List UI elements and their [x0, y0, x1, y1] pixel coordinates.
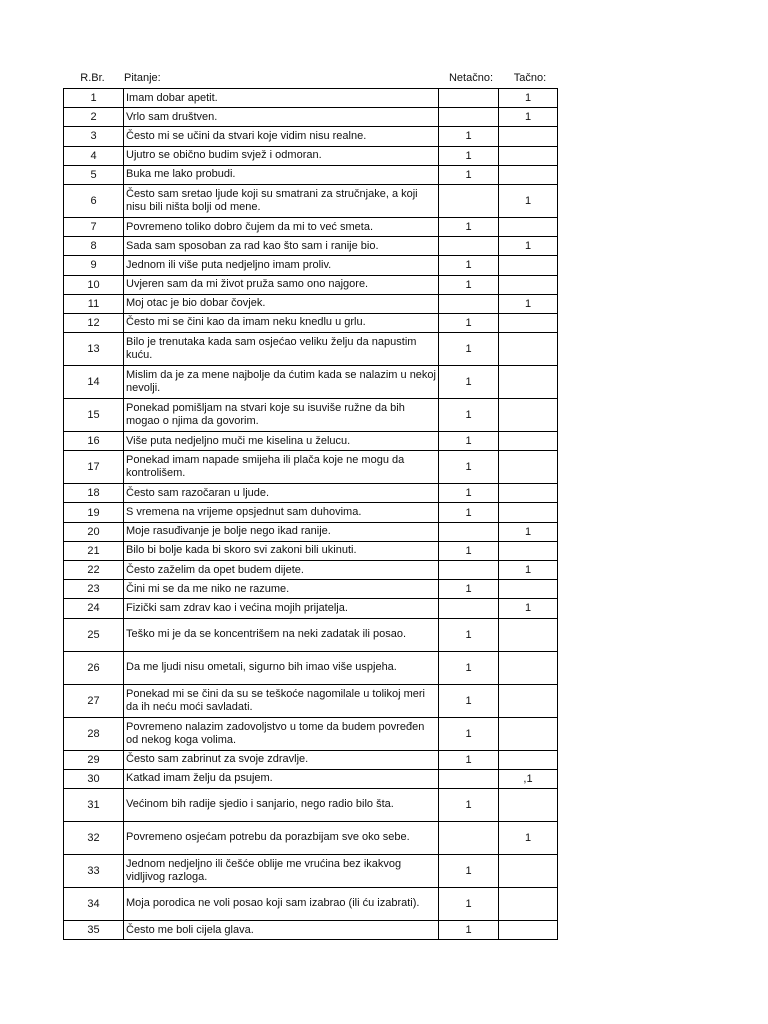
questions-table-body	[64, 89, 558, 940]
tacno-cell	[499, 366, 558, 399]
tacno-cell	[499, 275, 558, 294]
question-cell: Mislim da je za mene najbolje da ćutim kada se nalazim u nekoj nevolji.	[124, 366, 439, 399]
question-cell: Buka me lako probudi.	[124, 165, 439, 184]
question-cell: Povremeno nalazim zadovoljstvo u tome da budem povređen od nekog koga volima.	[124, 717, 439, 750]
row-number-cell: 31	[64, 788, 124, 821]
netacno-cell: 1	[439, 684, 499, 717]
netacno-cell: 1	[439, 432, 499, 451]
netacno-cell: 1	[439, 887, 499, 920]
question-cell: Povremeno toliko dobro čujem da mi to već smeta.	[124, 217, 439, 236]
tacno-cell	[499, 717, 558, 750]
tacno-cell: 1	[499, 184, 558, 217]
header-row-number: R.Br.	[80, 72, 105, 84]
netacno-cell	[439, 108, 499, 127]
netacno-cell: 1	[439, 541, 499, 560]
netacno-cell: 1	[439, 217, 499, 236]
question-cell: Čini mi se da me niko ne razume.	[124, 580, 439, 599]
row-number-cell: 33	[64, 854, 124, 887]
row-number-cell: 5	[64, 165, 124, 184]
question-cell: Često zaželim da opet budem dijete.	[124, 561, 439, 580]
table-row	[64, 854, 558, 887]
table-row	[64, 920, 558, 939]
tacno-cell: 1	[499, 821, 558, 854]
tacno-cell	[499, 887, 558, 920]
row-number-cell: 25	[64, 618, 124, 651]
table-row	[64, 599, 558, 618]
netacno-cell: 1	[439, 451, 499, 484]
netacno-cell: 1	[439, 788, 499, 821]
netacno-cell	[439, 89, 499, 108]
question-cell: Često sam razočaran u ljude.	[124, 484, 439, 503]
table-row	[64, 484, 558, 503]
row-number-cell: 23	[64, 580, 124, 599]
column-header-row	[63, 70, 558, 88]
tacno-cell	[499, 580, 558, 599]
question-cell: Često sam zabrinut za svoje zdravlje.	[124, 750, 439, 769]
row-number-cell: 2	[64, 108, 124, 127]
tacno-cell	[499, 217, 558, 236]
row-number-cell: 4	[64, 146, 124, 165]
tacno-cell	[499, 256, 558, 275]
question-cell: Moj otac je bio dobar čovjek.	[124, 294, 439, 313]
netacno-cell	[439, 821, 499, 854]
question-cell: Ponekad pomišljam na stvari koje su isuviše ružne da bih mogao o njima da govorim.	[124, 399, 439, 432]
tacno-cell: 1	[499, 294, 558, 313]
row-number-cell: 6	[64, 184, 124, 217]
question-cell: Ponekad mi se čini da su se teškoće nagomilale u tolikoj meri da ih neću moći savladati.	[124, 684, 439, 717]
row-number-cell: 32	[64, 821, 124, 854]
table-row	[64, 237, 558, 256]
table-row	[64, 127, 558, 146]
tacno-cell: 1	[499, 89, 558, 108]
tacno-cell	[499, 484, 558, 503]
row-number-cell: 7	[64, 217, 124, 236]
question-cell: Bilo bi bolje kada bi skoro svi zakoni bili ukinuti.	[124, 541, 439, 560]
row-number-cell: 16	[64, 432, 124, 451]
row-number-cell: 29	[64, 750, 124, 769]
tacno-cell	[499, 432, 558, 451]
netacno-cell: 1	[439, 366, 499, 399]
questionnaire-sheet	[63, 70, 558, 940]
netacno-cell: 1	[439, 256, 499, 275]
header-tacno: Tačno:	[513, 72, 547, 84]
netacno-cell: 1	[439, 484, 499, 503]
question-cell: Fizički sam zdrav kao i većina mojih prijatelja.	[124, 599, 439, 618]
table-row	[64, 561, 558, 580]
tacno-cell	[499, 684, 558, 717]
netacno-cell: 1	[439, 275, 499, 294]
question-cell: Većinom bih radije sjedio i sanjario, nego radio bilo šta.	[124, 788, 439, 821]
tacno-cell	[499, 399, 558, 432]
tacno-cell	[499, 451, 558, 484]
question-cell: Jednom nedjeljno ili češće oblije me vrućina bez ikakvog vidljivog razloga.	[124, 854, 439, 887]
question-cell: Bilo je trenutaka kada sam osjećao veliku želju da napustim kuću.	[124, 333, 439, 366]
tacno-cell: 1	[499, 237, 558, 256]
tacno-cell: ,1	[499, 769, 558, 788]
question-cell: Uvjeren sam da mi život pruža samo ono najgore.	[124, 275, 439, 294]
tacno-cell	[499, 920, 558, 939]
tacno-cell	[499, 165, 558, 184]
question-cell: Ponekad imam napade smijeha ili plača koje ne mogu da kontrolišem.	[124, 451, 439, 484]
row-number-cell: 27	[64, 684, 124, 717]
table-row	[64, 522, 558, 541]
table-row	[64, 165, 558, 184]
netacno-cell: 1	[439, 920, 499, 939]
row-number-cell: 30	[64, 769, 124, 788]
question-cell: Povremeno osjećam potrebu da porazbijam sve oko sebe.	[124, 821, 439, 854]
table-row	[64, 432, 558, 451]
netacno-cell: 1	[439, 313, 499, 332]
table-row	[64, 750, 558, 769]
table-row	[64, 618, 558, 651]
netacno-cell	[439, 522, 499, 541]
table-row	[64, 275, 558, 294]
netacno-cell	[439, 769, 499, 788]
netacno-cell: 1	[439, 399, 499, 432]
row-number-cell: 15	[64, 399, 124, 432]
netacno-cell: 1	[439, 333, 499, 366]
question-cell: Moje rasuđivanje je bolje nego ikad ranije.	[124, 522, 439, 541]
tacno-cell	[499, 541, 558, 560]
row-number-cell: 21	[64, 541, 124, 560]
tacno-cell: 1	[499, 599, 558, 618]
table-row	[64, 717, 558, 750]
table-row	[64, 256, 558, 275]
netacno-cell	[439, 184, 499, 217]
row-number-cell: 9	[64, 256, 124, 275]
row-number-cell: 17	[64, 451, 124, 484]
tacno-cell	[499, 146, 558, 165]
table-row	[64, 294, 558, 313]
tacno-cell	[499, 651, 558, 684]
row-number-cell: 12	[64, 313, 124, 332]
row-number-cell: 8	[64, 237, 124, 256]
tacno-cell: 1	[499, 108, 558, 127]
question-cell: Imam dobar apetit.	[124, 89, 439, 108]
row-number-cell: 24	[64, 599, 124, 618]
header-netacno: Netačno:	[448, 72, 494, 84]
row-number-cell: 10	[64, 275, 124, 294]
row-number-cell: 1	[64, 89, 124, 108]
row-number-cell: 19	[64, 503, 124, 522]
table-row	[64, 503, 558, 522]
table-row	[64, 399, 558, 432]
tacno-cell	[499, 127, 558, 146]
row-number-cell: 22	[64, 561, 124, 580]
question-cell: Jednom ili više puta nedjeljno imam proliv.	[124, 256, 439, 275]
netacno-cell: 1	[439, 750, 499, 769]
netacno-cell	[439, 599, 499, 618]
table-row	[64, 184, 558, 217]
question-cell: Sada sam sposoban za rad kao što sam i ranije bio.	[124, 237, 439, 256]
table-row	[64, 887, 558, 920]
table-row	[64, 89, 558, 108]
netacno-cell: 1	[439, 717, 499, 750]
table-row	[64, 333, 558, 366]
table-row	[64, 108, 558, 127]
questions-table	[63, 88, 558, 940]
netacno-cell: 1	[439, 580, 499, 599]
question-cell: Da me ljudi nisu ometali, sigurno bih imao više uspjeha.	[124, 651, 439, 684]
tacno-cell: 1	[499, 522, 558, 541]
row-number-cell: 34	[64, 887, 124, 920]
row-number-cell: 13	[64, 333, 124, 366]
tacno-cell	[499, 854, 558, 887]
table-row	[64, 788, 558, 821]
netacno-cell: 1	[439, 651, 499, 684]
question-cell: Vrlo sam društven.	[124, 108, 439, 127]
netacno-cell: 1	[439, 165, 499, 184]
row-number-cell: 11	[64, 294, 124, 313]
table-row	[64, 769, 558, 788]
tacno-cell: 1	[499, 561, 558, 580]
row-number-cell: 28	[64, 717, 124, 750]
table-row	[64, 146, 558, 165]
table-row	[64, 821, 558, 854]
netacno-cell	[439, 294, 499, 313]
tacno-cell	[499, 750, 558, 769]
table-row	[64, 217, 558, 236]
row-number-cell: 35	[64, 920, 124, 939]
netacno-cell: 1	[439, 503, 499, 522]
question-cell: Često me boli cijela glava.	[124, 920, 439, 939]
question-cell: S vremena na vrijeme opsjednut sam duhovima.	[124, 503, 439, 522]
table-row	[64, 651, 558, 684]
table-row	[64, 580, 558, 599]
tacno-cell	[499, 313, 558, 332]
tacno-cell	[499, 503, 558, 522]
question-cell: Često mi se učini da stvari koje vidim nisu realne.	[124, 127, 439, 146]
tacno-cell	[499, 333, 558, 366]
table-row	[64, 313, 558, 332]
table-row	[64, 684, 558, 717]
question-cell: Moja porodica ne voli posao koji sam izabrao (ili ću izabrati).	[124, 887, 439, 920]
table-row	[64, 366, 558, 399]
row-number-cell: 3	[64, 127, 124, 146]
tacno-cell	[499, 618, 558, 651]
row-number-cell: 26	[64, 651, 124, 684]
netacno-cell	[439, 561, 499, 580]
question-cell: Često sam sretao ljude koji su smatrani za stručnjake, a koji nisu bili ništa bolji od mene.	[124, 184, 439, 217]
row-number-cell: 14	[64, 366, 124, 399]
question-cell: Ujutro se obično budim svjež i odmoran.	[124, 146, 439, 165]
netacno-cell: 1	[439, 146, 499, 165]
row-number-cell: 20	[64, 522, 124, 541]
table-row	[64, 451, 558, 484]
netacno-cell: 1	[439, 854, 499, 887]
netacno-cell: 1	[439, 618, 499, 651]
table-row	[64, 541, 558, 560]
question-cell: Često mi se čini kao da imam neku knedlu u grlu.	[124, 313, 439, 332]
netacno-cell	[439, 237, 499, 256]
netacno-cell: 1	[439, 127, 499, 146]
question-cell: Teško mi je da se koncentrišem na neki zadatak ili posao.	[124, 618, 439, 651]
header-question: Pitanje:	[124, 72, 161, 84]
question-cell: Katkad imam želju da psujem.	[124, 769, 439, 788]
tacno-cell	[499, 788, 558, 821]
row-number-cell: 18	[64, 484, 124, 503]
question-cell: Više puta nedjeljno muči me kiselina u želucu.	[124, 432, 439, 451]
